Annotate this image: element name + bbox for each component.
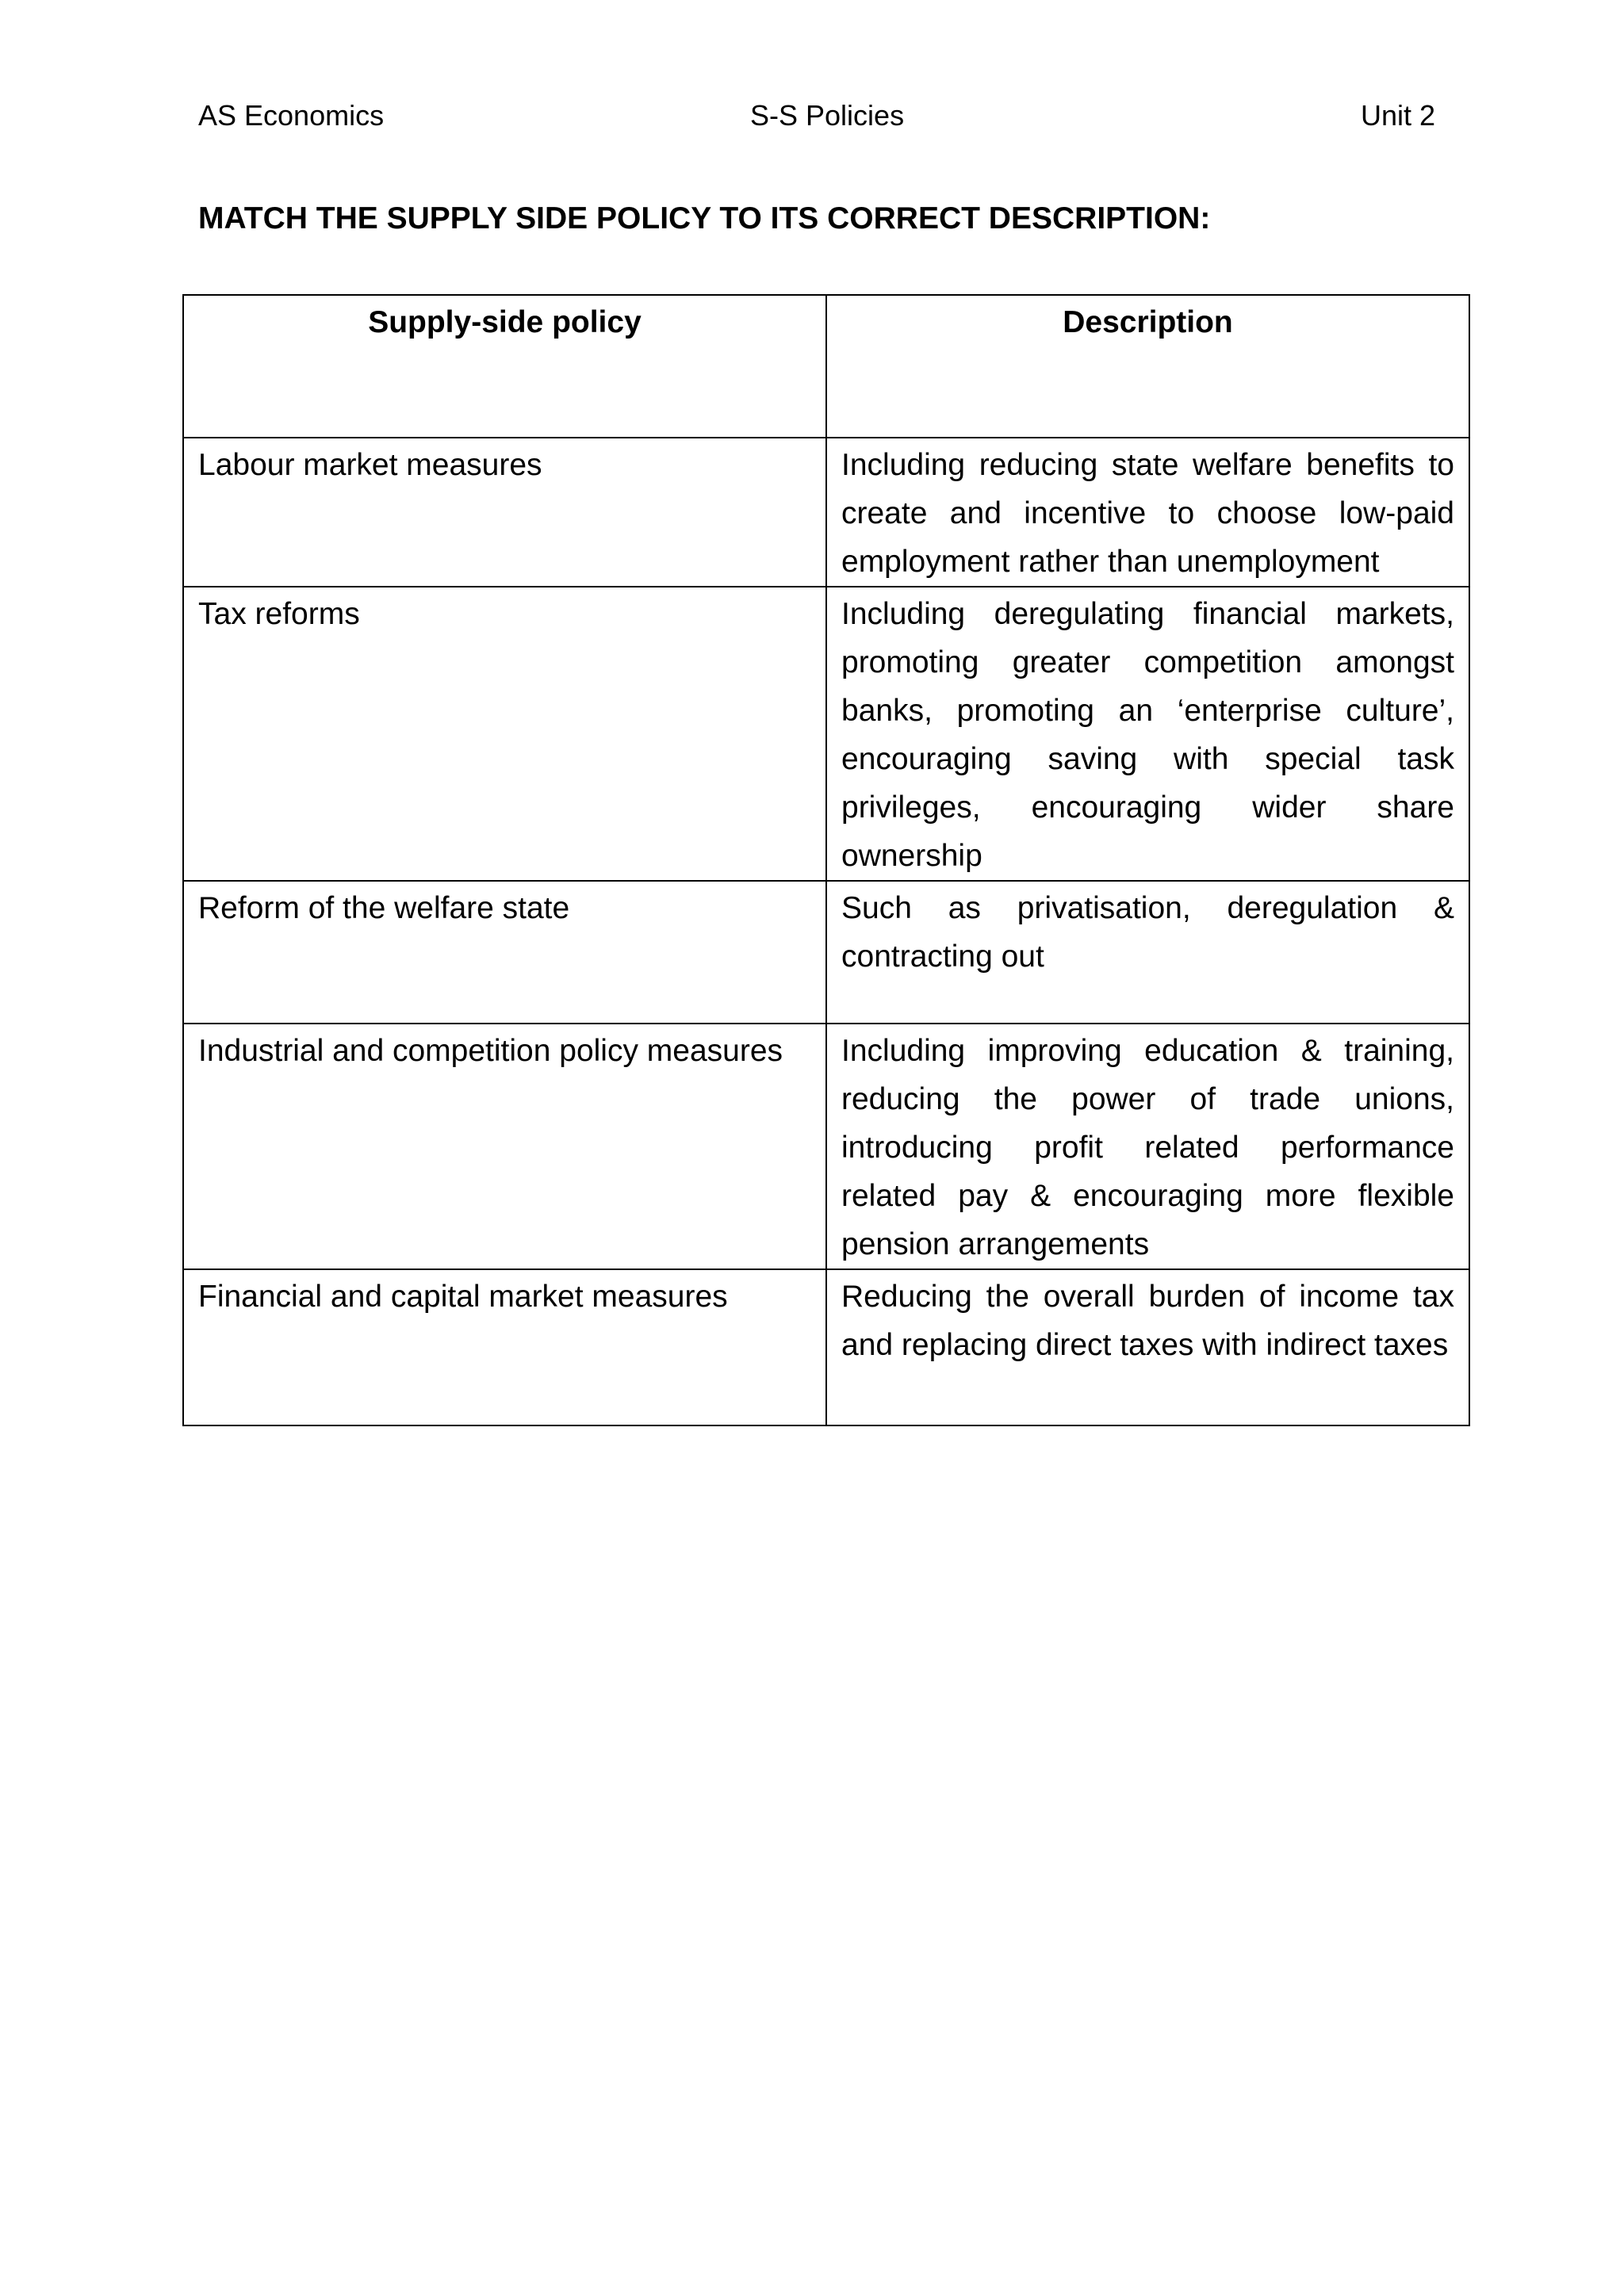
table-header-row xyxy=(183,295,1469,438)
policy-cell: Labour market measures xyxy=(183,438,826,587)
header-unit: Unit 2 xyxy=(1360,99,1435,132)
description-cell: Including deregulating financial markets, promoting greater competition amongst banks, promoting an ‘enterprise culture’, encouraging saving with special task privileges, encouraging wider share ownership xyxy=(826,587,1469,881)
description-cell: Including reducing state welfare benefits to create and incentive to choose low-paid employment rather than unemployment xyxy=(826,438,1469,587)
table-row xyxy=(183,1269,1469,1425)
column-header-policy: Supply-side policy xyxy=(183,295,826,438)
table-row xyxy=(183,1024,1469,1269)
description-cell: Including improving education & training, reducing the power of trade unions, introducing profit related performance related pay & encouraging more flexible pension arrangements xyxy=(826,1024,1469,1269)
page-header xyxy=(198,98,1435,133)
description-cell: Reducing the overall burden of income tax and replacing direct taxes with indirect taxes xyxy=(826,1269,1469,1425)
policy-cell: Financial and capital market measures xyxy=(183,1269,826,1425)
description-cell: Such as privatisation, deregulation & contracting out xyxy=(826,881,1469,1024)
table-row xyxy=(183,881,1469,1024)
policy-cell: Industrial and competition policy measures xyxy=(183,1024,826,1269)
table-row xyxy=(183,438,1469,587)
table-row xyxy=(183,587,1469,881)
worksheet-title: MATCH THE SUPPLY SIDE POLICY TO ITS CORRECT DESCRIPTION: xyxy=(198,201,1211,235)
policy-cell: Tax reforms xyxy=(183,587,826,881)
matching-table xyxy=(182,294,1470,1426)
header-course: AS Economics xyxy=(198,99,385,132)
policy-cell: Reform of the welfare state xyxy=(183,881,826,1024)
header-topic: S-S Policies xyxy=(750,99,905,132)
column-header-description: Description xyxy=(826,295,1469,438)
